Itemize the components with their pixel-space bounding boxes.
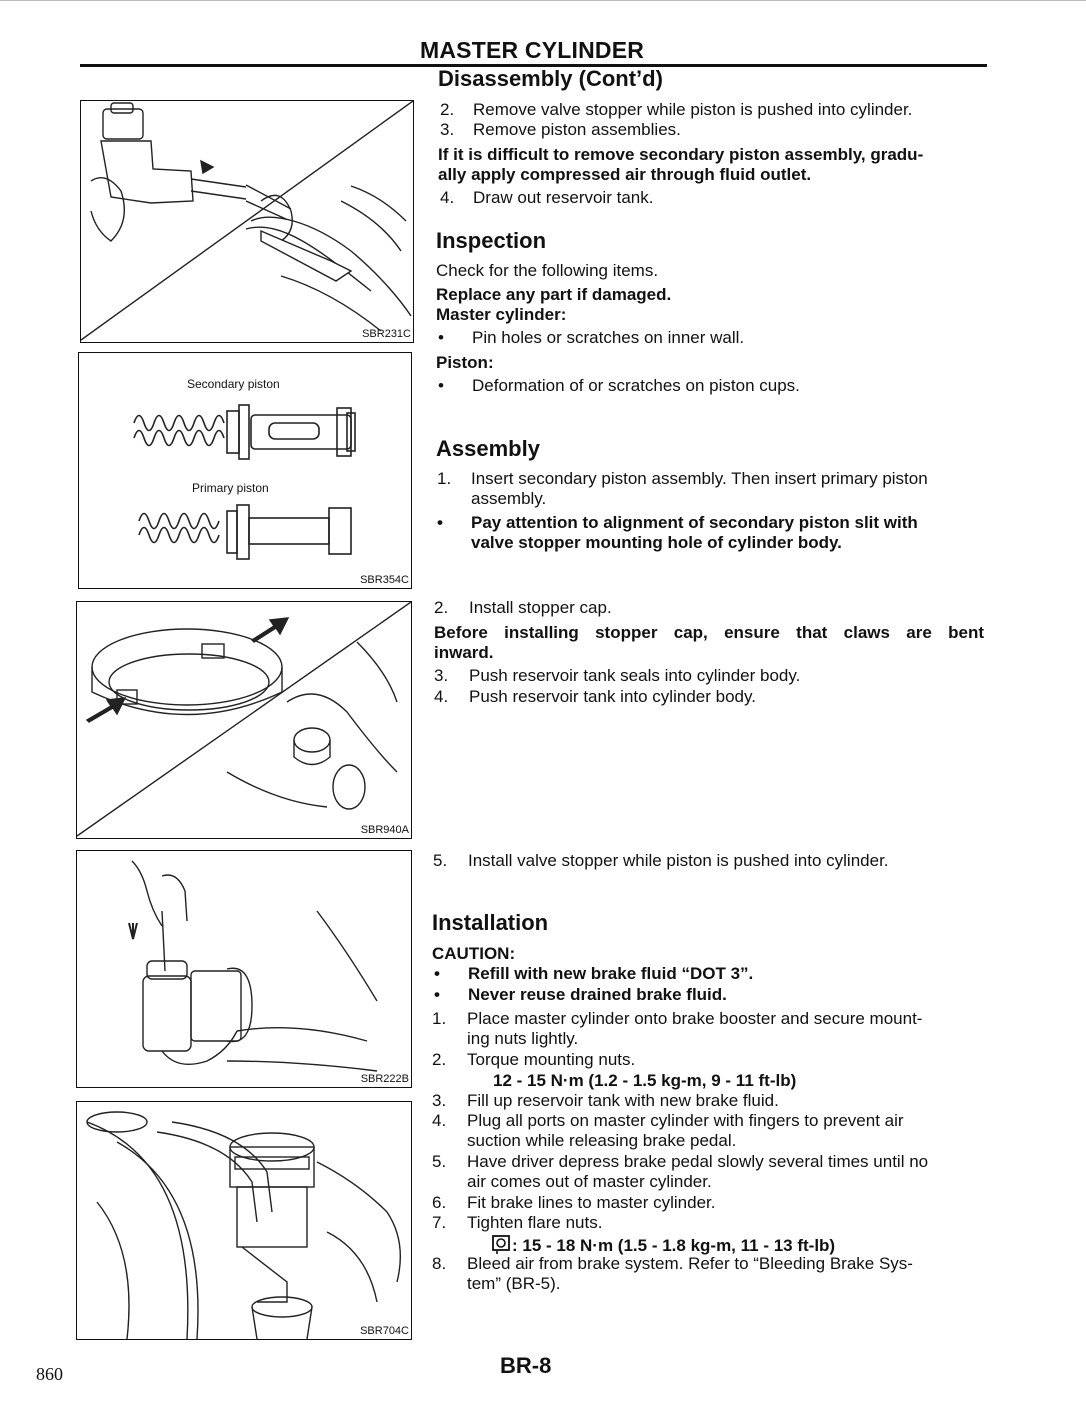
step-text: Have driver depress brake pedal slowly several times until no [467,1152,929,1171]
assembly-heading: Assembly [436,436,540,461]
illustration-remove-piston [81,101,413,342]
figure-install-valve-stopper [76,850,412,1088]
caution-text: Refill with new brake fluid “DOT 3”. [468,964,754,983]
cap-note-line: inward. [434,643,494,662]
master-cylinder-label: Master cylinder: [436,305,567,324]
torque-spec-mounting-nuts: 12 - 15 N·m (1.2 - 1.5 kg-m, 9 - 11 ft-lb) [493,1071,797,1090]
page-title: MASTER CYLINDER [420,37,645,63]
step-text: Plug all ports on master cylinder with fingers to prevent air [467,1111,904,1130]
disassembly-heading: Disassembly (Cont’d) [438,66,663,91]
disassembly-note-line: ally apply compressed air through fluid outlet. [438,165,812,184]
figure-code: SBR222B [360,1073,409,1085]
figure-code: SBR940A [360,824,409,836]
step-text: tem” (BR-5). [467,1274,561,1293]
step-number: 3. [432,1091,447,1110]
step-text: Place master cylinder onto brake booster and secure mount- [467,1009,923,1028]
step-text: suction while releasing brake pedal. [467,1131,737,1150]
caution-label: CAUTION: [432,944,516,963]
torque-spec-text: : 15 - 18 N·m (1.5 - 1.8 kg-m, 11 - 13 ft-lb) [512,1236,836,1255]
step-text: Remove valve stopper while piston is pushed into cylinder. [473,100,913,119]
illustration-pistons [79,353,411,588]
illustration-bleed-brake [77,1102,411,1339]
step-number: 2. [434,598,449,617]
step-number: 8. [432,1254,447,1273]
step-text: ing nuts lightly. [467,1029,579,1048]
caution-text: Never reuse drained brake fluid. [468,985,727,1004]
step-number: 4. [432,1111,447,1130]
inspection-intro: Check for the following items. [436,261,659,280]
step-text: Insert secondary piston assembly. Then insert primary piston [471,469,928,488]
step-text: Torque mounting nuts. [467,1050,636,1069]
figure-pistons [78,352,412,589]
step-text: Push reservoir tank seals into cylinder body. [469,666,801,685]
step-text: Fill up reservoir tank with new brake fluid. [467,1091,779,1110]
figure-stopper-cap [76,601,412,839]
bullet-text: valve stopper mounting hole of cylinder body. [471,533,842,552]
installation-heading: Installation [432,910,549,935]
bullet-icon: • [438,376,444,395]
bullet-icon: • [434,985,440,1004]
step-text: Push reservoir tank into cylinder body. [469,687,756,706]
bullet-text: Pin holes or scratches on inner wall. [472,328,745,347]
top-border [0,0,1086,1]
step-number: 3. [434,666,449,685]
primary-piston-label: Primary piston [192,481,269,495]
figure-code: SBR704C [360,1325,409,1337]
step-number: 1. [432,1009,447,1028]
figure-bleed-brake [76,1101,412,1340]
step-text: Install stopper cap. [469,598,612,617]
figure-code: SBR354C [360,574,409,586]
step-number: 4. [434,687,449,706]
step-text: Draw out reservoir tank. [473,188,654,207]
bullet-text: Deformation of or scratches on piston cups. [472,376,800,395]
step-text: Remove piston assemblies. [473,120,681,139]
inspection-heading: Inspection [436,228,547,253]
step-text: Bleed air from brake system. Refer to “Bleeding Brake Sys- [467,1254,913,1273]
step-number: 2. [440,100,455,119]
step-text: Fit brake lines to master cylinder. [467,1193,716,1212]
illustration-stopper-cap [77,602,411,838]
step-number: 2. [432,1050,447,1069]
step-number: 5. [432,1152,447,1171]
figure-code: SBR231C [362,328,411,340]
torque-spec-flare-nuts [492,1234,835,1256]
torque-wrench-icon [492,1234,512,1254]
section-page-label: BR-8 [500,1353,552,1378]
step-number: 5. [433,851,448,870]
bullet-icon: • [434,964,440,983]
step-number: 1. [437,469,452,488]
step-text: assembly. [471,489,547,508]
figure-remove-piston [80,100,414,343]
secondary-piston-label: Secondary piston [187,377,280,391]
step-number: 6. [432,1193,447,1212]
step-number: 3. [440,120,455,139]
bullet-icon: • [438,328,444,347]
page-number: 860 [36,1364,63,1384]
inspection-replace-note: Replace any part if damaged. [436,285,672,304]
illustration-install-valve-stopper [77,851,411,1087]
step-text: Tighten flare nuts. [467,1213,603,1232]
cap-note-line: Before installing stopper cap, ensure that claws are bent [434,623,984,642]
step-text: Install valve stopper while piston is pushed into cylinder. [468,851,889,870]
piston-label: Piston: [436,353,494,372]
step-number: 4. [440,188,455,207]
bullet-icon: • [437,513,443,532]
bullet-text: Pay attention to alignment of secondary piston slit with [471,513,918,532]
disassembly-note-line: If it is difficult to remove secondary piston assembly, gradu- [438,145,924,164]
step-text: air comes out of master cylinder. [467,1172,712,1191]
step-number: 7. [432,1213,447,1232]
